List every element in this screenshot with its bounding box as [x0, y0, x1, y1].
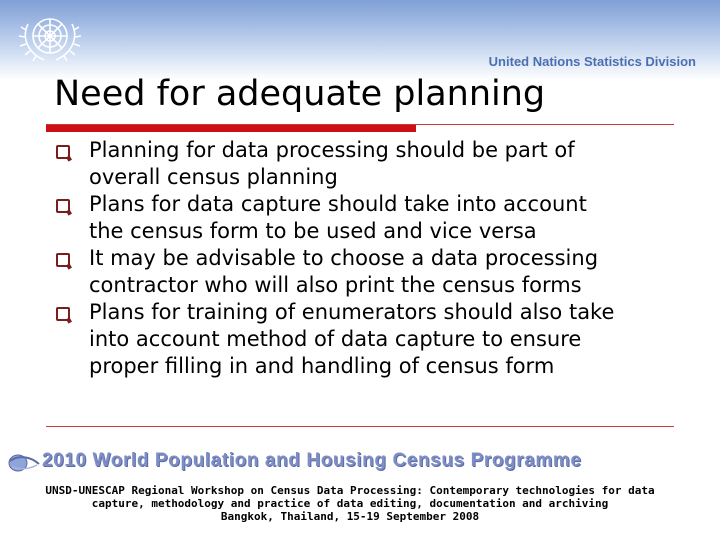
bullet-item	[56, 299, 696, 380]
checkbox-bullet-icon	[56, 199, 70, 213]
footer-line: capture, methodology and practice of data editing, documentation and archiving	[91, 497, 609, 510]
workshop-footer	[20, 484, 680, 523]
bullet-line: proper filling in and handling of census form	[89, 354, 555, 378]
globe-swoosh-icon	[6, 452, 40, 472]
checkbox-bullet-icon	[56, 145, 70, 159]
bullet-line: overall census planning	[89, 165, 338, 189]
division-name: United Nations Statistics Division	[488, 54, 696, 69]
bullet-line: the census form to be used and vice versa	[89, 219, 537, 243]
bullet-list	[56, 137, 696, 380]
bullet-item	[56, 245, 696, 299]
banner-title: 2010 World Population and Housing Census Programme	[42, 450, 582, 471]
title-underline-accent	[46, 125, 416, 132]
title-rule	[46, 124, 674, 125]
page-title: Need for adequate planning	[54, 74, 546, 114]
footer-line: UNSD-UNESCAP Regional Workshop on Census Data Processing: Contemporary technologies for data	[45, 484, 655, 497]
footer-rule	[46, 426, 674, 427]
bullet-line: It may be advisable to choose a data processing	[89, 246, 599, 270]
checkbox-bullet-icon	[56, 307, 70, 321]
checkbox-bullet-icon	[56, 253, 70, 267]
footer-line: Bangkok, Thailand, 15-19 September 2008	[220, 510, 480, 523]
bullet-line: contractor who will also print the census forms	[89, 273, 582, 297]
un-emblem-icon	[14, 6, 86, 70]
bullet-item	[56, 137, 696, 191]
bullet-item	[56, 191, 696, 245]
programme-banner	[6, 450, 678, 476]
bullet-line: into account method of data capture to ensure	[89, 327, 582, 351]
bullet-line: Plans for training of enumerators should also take	[89, 300, 615, 324]
bullet-line: Planning for data processing should be part of	[89, 138, 575, 162]
bullet-line: Plans for data capture should take into account	[89, 192, 587, 216]
